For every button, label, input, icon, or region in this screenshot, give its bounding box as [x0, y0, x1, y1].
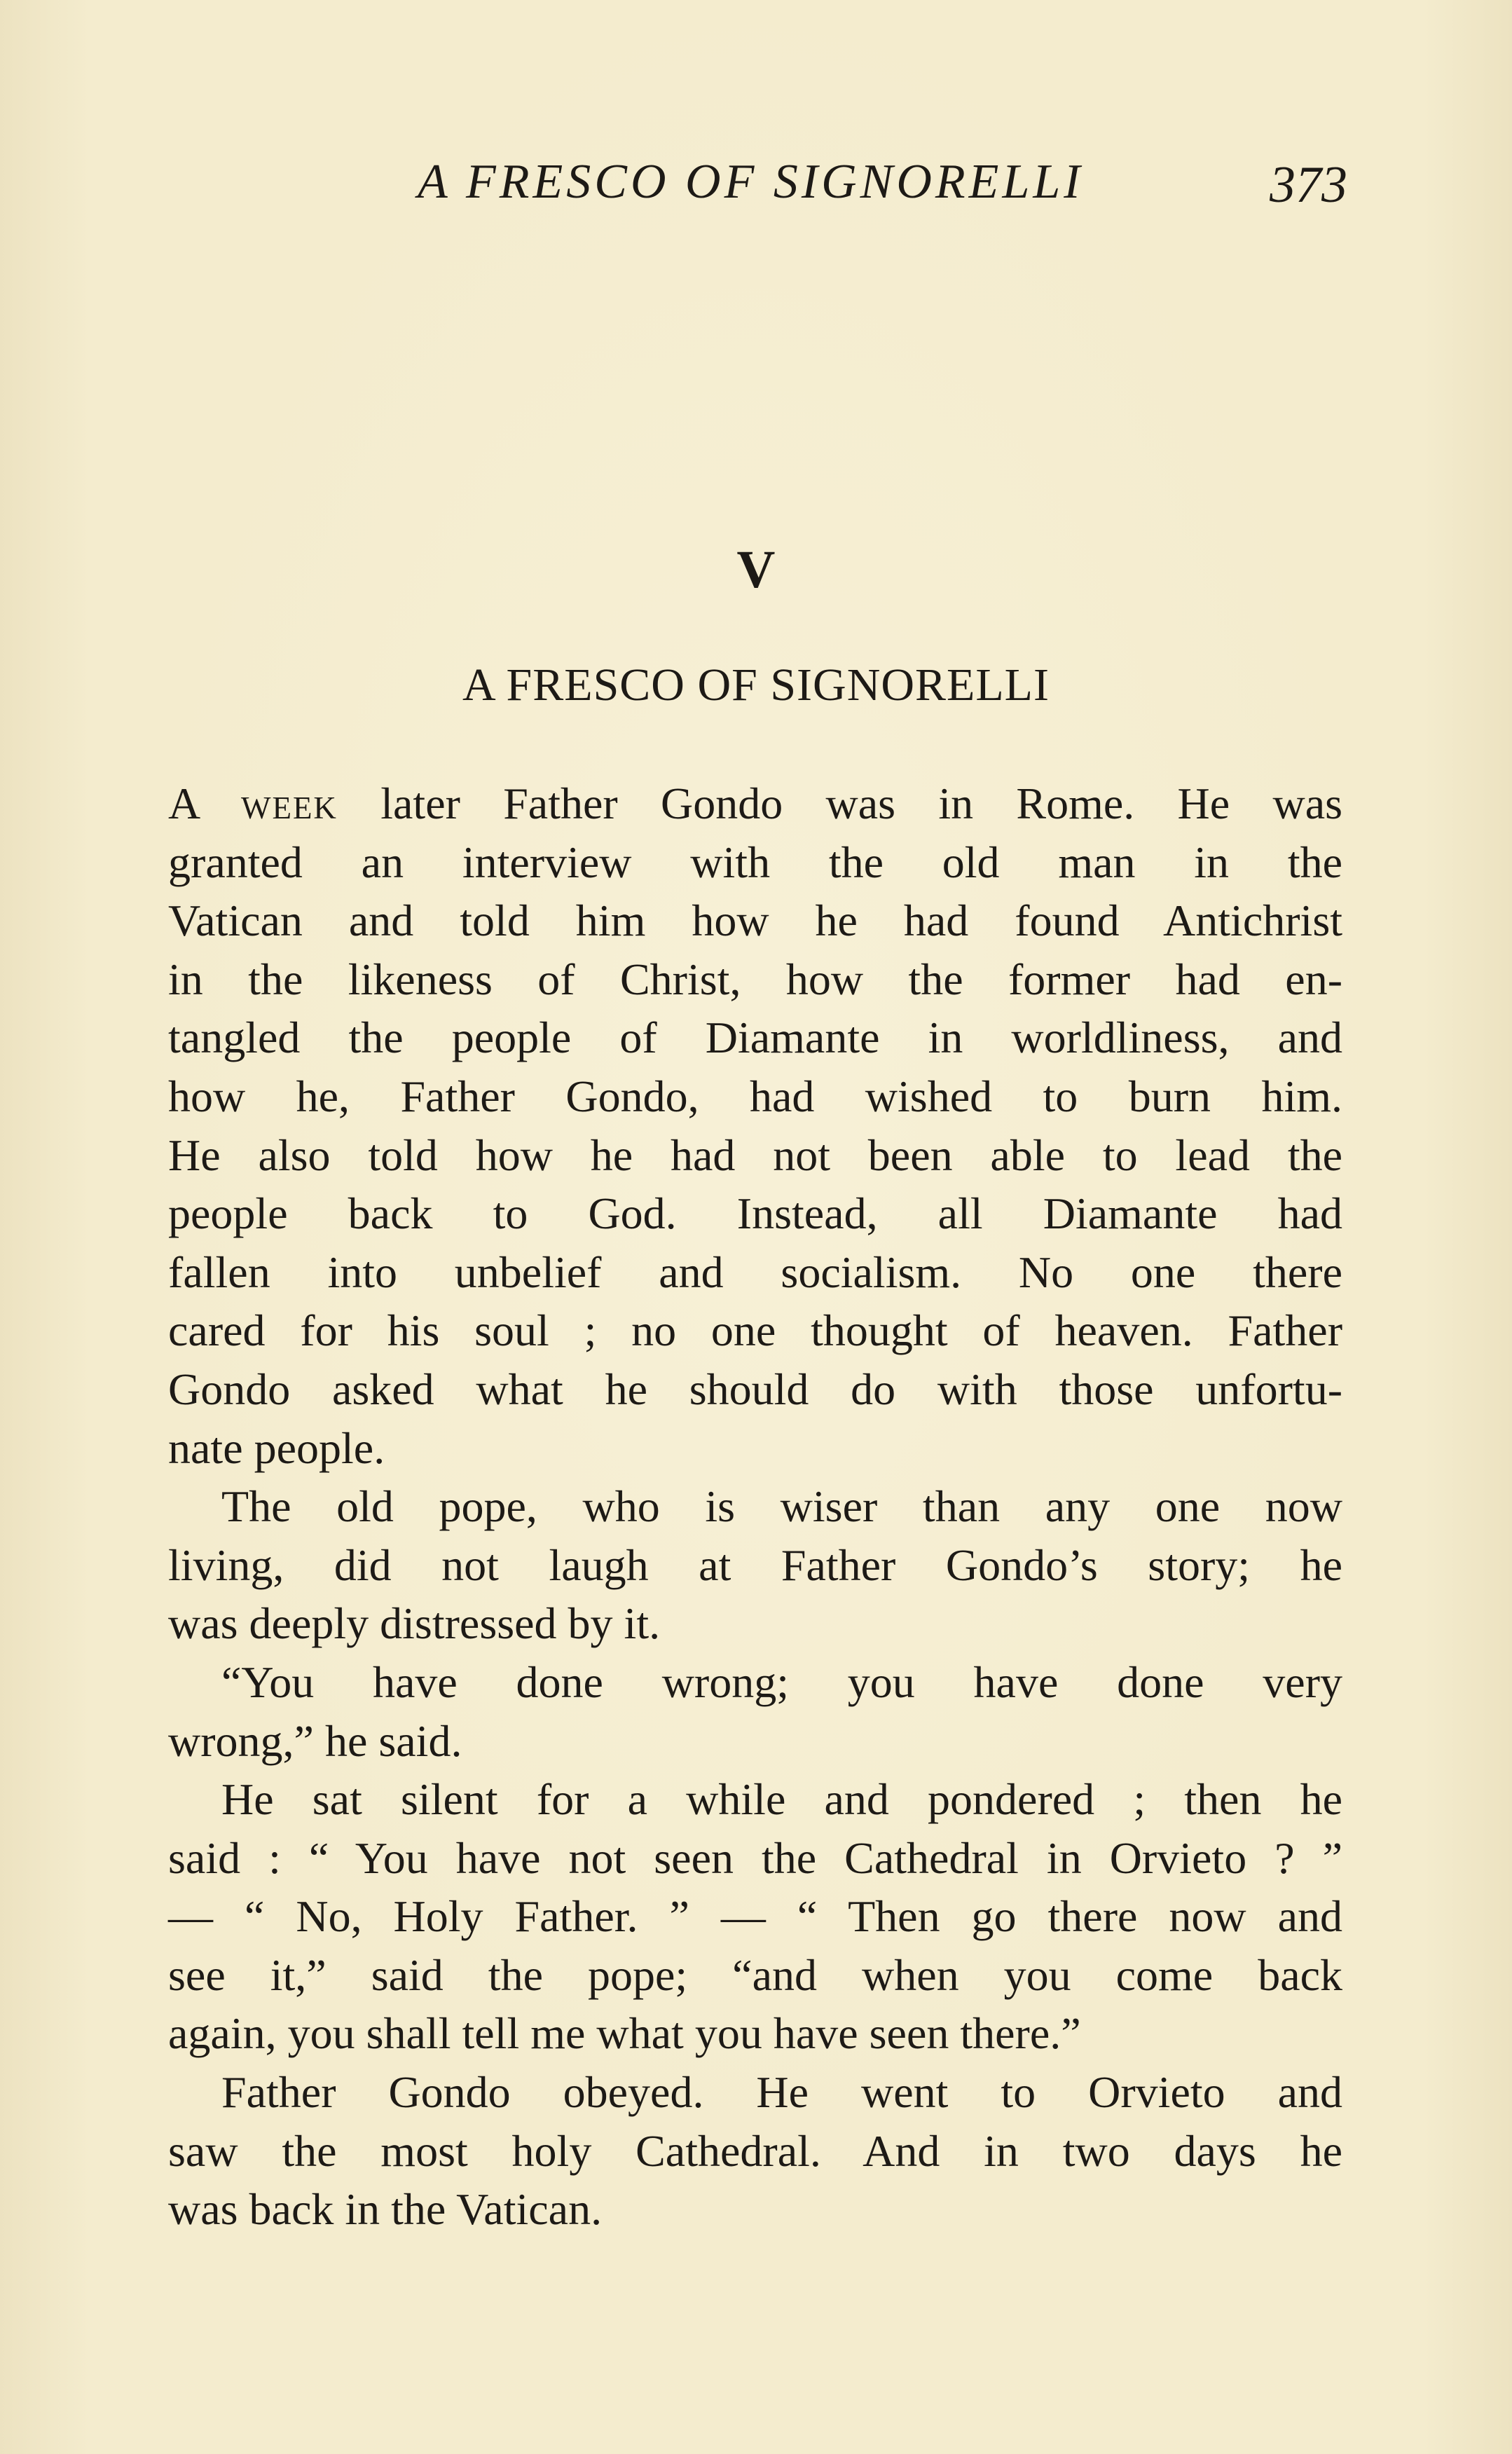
text-line: granted an interview with the old man in the — [168, 837, 1342, 887]
text-line: nate people. — [168, 1423, 385, 1473]
text-line: He sat silent for a while and pondered ; then he — [221, 1774, 1342, 1825]
text-line: The old pope, who is wiser than any one now — [221, 1481, 1342, 1532]
text-line: cared for his soul ; no one thought of heaven. Father — [168, 1305, 1342, 1356]
text-line: in the likeness of Christ, how the former had en- — [168, 954, 1342, 1004]
text-line: said : “ You have not seen the Cathedral in Orvieto ? ” — [168, 1832, 1342, 1883]
page-number: 373 — [1270, 156, 1347, 214]
text-line: people back to God. Instead, all Diamante had — [168, 1188, 1342, 1239]
text-line: wrong,” he said. — [168, 1715, 462, 1766]
text-line: Vatican and told him how he had found Antichrist — [168, 896, 1342, 946]
line-lead: A — [168, 779, 241, 828]
text-line: again, you shall tell me what you have seen there.” — [168, 2008, 1081, 2059]
text-line: how he, Father Gondo, had wished to burn him. — [168, 1071, 1342, 1121]
chapter-title: A FRESCO OF SIGNORELLI — [462, 659, 1050, 711]
text-line: living, did not laugh at Father Gondo’s story; he — [168, 1540, 1342, 1590]
chapter-number: V — [736, 540, 776, 599]
line-text: later Father Gondo was in Rome. He was — [337, 779, 1343, 828]
small-caps-word: week — [240, 779, 338, 828]
text-line: — “ No, Holy Father. ” — “ Then go there now and — [168, 1891, 1342, 1942]
text-line — [168, 774, 1342, 833]
text-line: fallen into unbelief and socialism. No one there — [168, 1247, 1342, 1297]
text-line: tangled the people of Diamante in worldliness, and — [168, 1013, 1342, 1063]
running-head: A FRESCO OF SIGNORELLI — [418, 155, 1084, 209]
text-line: was back in the Vatican. — [168, 2184, 603, 2235]
text-line: see it,” said the pope; “and when you come back — [168, 1949, 1342, 2000]
text-line: Gondo asked what he should do with those unfortu- — [168, 1364, 1342, 1414]
text-line: He also told how he had not been able to lead the — [168, 1130, 1342, 1180]
text-line: “You have done wrong; you have done very — [221, 1657, 1342, 1707]
text-line: was deeply distressed by it. — [168, 1598, 661, 1649]
body-text — [168, 774, 1342, 2239]
text-line: saw the most holy Cathedral. And in two days he — [168, 2125, 1342, 2176]
text-line: Father Gondo obeyed. He went to Orvieto and — [221, 2067, 1342, 2118]
